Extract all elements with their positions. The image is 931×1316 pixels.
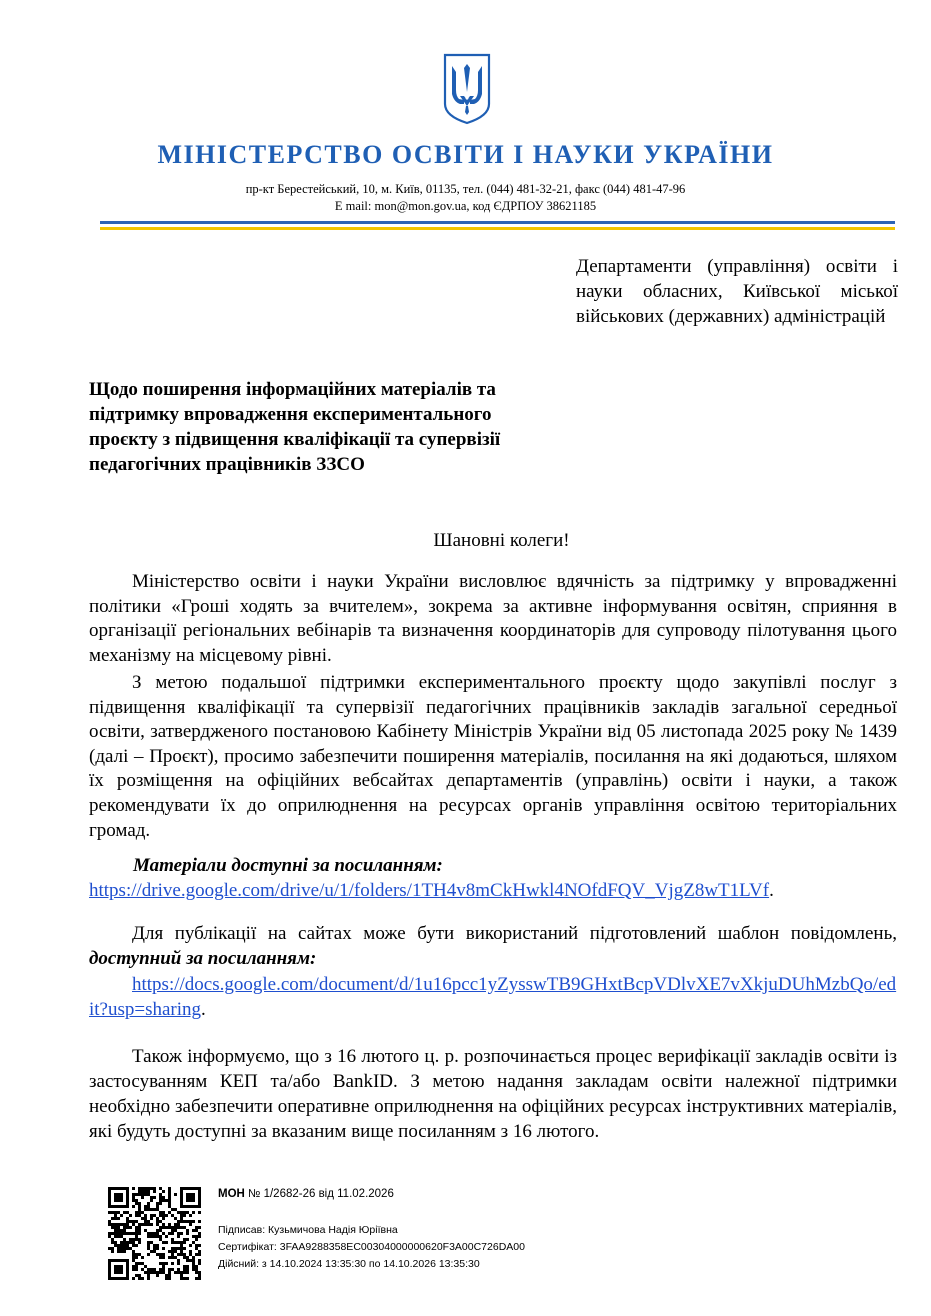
divider-yellow <box>100 227 895 230</box>
ministry-title: МІНІСТЕРСТВО ОСВІТИ І НАУКИ УКРАЇНИ <box>157 140 774 169</box>
qr-code-icon <box>108 1187 201 1280</box>
page-mark <box>868 1286 873 1291</box>
materials-link-line: https://drive.google.com/drive/u/1/folders/1TH4v8mCkHwkl4NOfdFQV_VjgZ8wT1LVf. <box>89 880 774 901</box>
recipient-block: Департаменти (управління) освіти і науки обласних, Київської міської військових (державних) адміністрацій <box>576 256 898 327</box>
greeting: Шановні колеги! <box>433 530 570 551</box>
letter-subject: Щодо поширення інформаційних матеріалів та підтримку впровадження експериментального проєкту з підвищення кваліфікації та супервізії педагогічних працівників ЗЗСО <box>89 379 501 475</box>
template-emphasis: доступний за посиланням: <box>89 948 317 969</box>
doc-number: № 1/2682-26 від 11.02.2026 <box>248 1188 394 1200</box>
body-paragraph-2: З метою подальшої підтримки експериментального проєкту щодо закупівлі послуг з підвищення кваліфікації та супервізії педагогічних працівників закладів загальної середньої освіти, затвердженого постановою Кабінету Міністрів України від 05 листопада 2025 року № 1439 (далі – Проєкт), просимо забезпечити поширення матеріалів, посилання на які додаються, шляхом їх розміщення на офіційних вебсайтах департаментів (управлінь) освіти і науки, а також рекомендувати їх до оприлюднення на ресурсах органів управління освітою територіальних громад. <box>89 672 897 841</box>
certificate-validity: Дійсний: з 14.10.2024 13:35:30 по 14.10.2026 13:35:30 <box>218 1258 480 1270</box>
signed-by: Підписав: Кузьмичова Надія Юріївна <box>218 1224 398 1236</box>
body-paragraph-3 <box>89 921 897 971</box>
trident-emblem-icon <box>442 52 492 126</box>
materials-link[interactable]: https://drive.google.com/drive/u/1/folders/1TH4v8mCkHwkl4NOfdFQV_VjgZ8wT1LVf <box>89 880 770 901</box>
body-paragraph-4: Також інформуємо, що з 16 лютого ц. р. розпочинається процес верифікації закладів освіти із застосуванням КЕП та/або BankID. З метою надання закладам освіти належної підтримки необхідно забезпечити оперативне оприлюднення на офіційних ресурсах інструктивних матеріалів, які будуть доступні за вказаним вище посиланням з 16 лютого. <box>89 1046 897 1142</box>
address-line: пр-кт Берестейський, 10, м. Київ, 01135, тел. (044) 481-32-21, факс (044) 481-47-96 <box>245 182 686 196</box>
body-paragraph-1: Міністерство освіти і науки України висловлює вдячність за підтримку у впровадженні політики «Гроші ходять за вчителем», зокрема за активне інформування освітян, сприяння в організації регіональних вебінарів та визначення координаторів для супроводу пілотування цього механізму на місцевому рівні. <box>89 571 897 666</box>
divider-blue <box>100 221 895 224</box>
certificate-number: Сертифікат: 3FAA9288358EC00304000000620F3A00C726DA00 <box>218 1241 525 1253</box>
template-text: Для публікації на сайтах може бути використаний підготовлений шаблон повідомлень, <box>132 923 897 944</box>
materials-label: Матеріали доступні за посиланням: <box>133 855 443 876</box>
template-link-line: https://docs.google.com/document/d/1u16pcc1yZysswTB9GHxtBcpVDlvXE7vXkjuDUhMzbQo/edit?usp=sharing. <box>89 974 897 1020</box>
contact-line: E mail: mon@mon.gov.ua, код ЄДРПОУ 38621185 <box>334 199 597 213</box>
document-registration <box>218 1188 394 1200</box>
template-link[interactable]: https://docs.google.com/document/d/1u16pcc1yZysswTB9GHxtBcpVDlvXE7vXkjuDUhMzbQo/edit?usp=sharing <box>89 974 897 1020</box>
org-label: МОН <box>218 1188 245 1200</box>
